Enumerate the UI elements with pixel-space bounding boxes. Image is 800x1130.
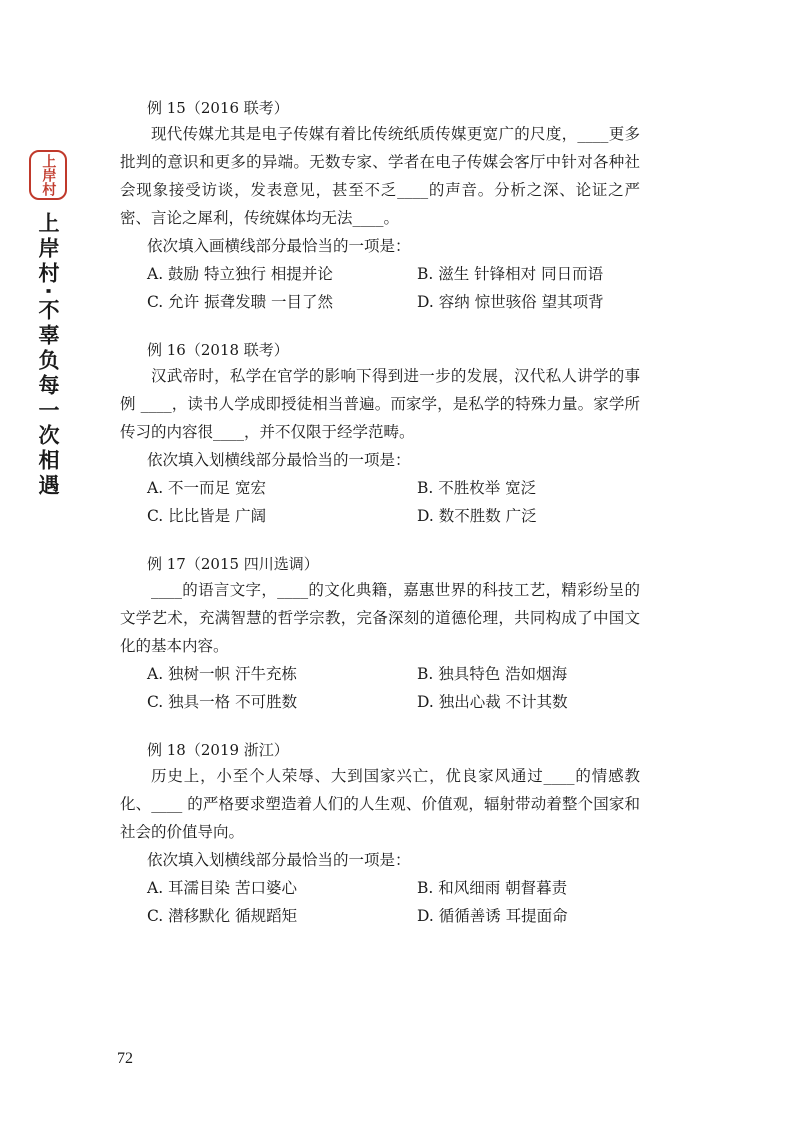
example-15	[120, 96, 640, 316]
example-18	[120, 738, 640, 930]
example-16	[120, 338, 640, 530]
example-question: 依次填入画横线部分最恰当的一项是：	[147, 237, 411, 255]
example-title: 例 15（2016 联考）	[147, 99, 289, 117]
example-title: 例 18（2019 浙江）	[147, 741, 289, 759]
options-grid	[147, 260, 640, 316]
example-text: 历史上，小至个人荣辱、大到国家兴亡，优良家风通过____的情感教化、____ 的严格要求塑造着人们的人生观、价值观，辐射带动着整个国家和社会的价值导向。	[120, 767, 640, 841]
seal-text: 上岸村	[40, 154, 57, 196]
example-text: 汉武帝时，私学在官学的影响下得到进一步的发展，汉代私人讲学的事例 ____，读书人学成即授徒相当普遍。而家学，是私学的特殊力量。家学所传习的内容很____，并不仅限于经学范畴。	[120, 367, 640, 441]
page-content	[120, 96, 640, 952]
example-text: 现代传媒尤其是电子传媒有着比传统纸质传媒更宽广的尺度，____更多批判的意识和更多的异端。无数专家、学者在电子传媒会客厅中针对各种社会现象接受访谈，发表意见，甚至不乏____的声音。分析之深、论证之严密、言论之犀利，传统媒体均无法____。	[120, 125, 640, 227]
example-title: 例 16（2018 联考）	[147, 341, 289, 359]
options-grid	[147, 874, 640, 930]
options-grid	[147, 474, 640, 530]
option-c: C. 比比皆是 广阔	[147, 507, 267, 525]
option-b: B. 独具特色 浩如烟海	[417, 665, 568, 683]
option-d: D. 独出心裁 不计其数	[417, 693, 568, 711]
example-text: ____的语言文字，____的文化典籍，嘉惠世界的科技工艺，精彩纷呈的文学艺术，充满智慧的哲学宗教，完备深刻的道德伦理，共同构成了中国文化的基本内容。	[120, 581, 640, 655]
option-a: A. 耳濡目染 苦口婆心	[147, 879, 297, 897]
option-a: A. 鼓励 特立独行 相提并论	[147, 265, 333, 283]
example-17	[120, 552, 640, 716]
brand-seal-logo	[29, 150, 67, 200]
option-c: C. 潜移默化 循规蹈矩	[147, 907, 298, 925]
option-c: C. 允许 振聋发聩 一目了然	[147, 293, 334, 311]
option-b: B. 不胜枚举 宽泛	[417, 479, 537, 497]
sidebar	[24, 150, 72, 499]
options-grid	[147, 660, 640, 716]
example-title: 例 17（2015 四川选调）	[147, 555, 319, 573]
vertical-slogan: 上岸村·不辜负每一次相遇	[36, 212, 60, 499]
page-number: 72	[117, 1050, 133, 1067]
option-b: B. 滋生 针锋相对 同日而语	[417, 265, 604, 283]
option-d: D. 数不胜数 广泛	[417, 507, 537, 525]
example-question: 依次填入划横线部分最恰当的一项是：	[147, 451, 411, 469]
option-a: A. 不一而足 宽宏	[147, 479, 266, 497]
example-question: 依次填入划横线部分最恰当的一项是：	[147, 851, 411, 869]
option-c: C. 独具一格 不可胜数	[147, 693, 298, 711]
option-d: D. 循循善诱 耳提面命	[417, 907, 568, 925]
option-a: A. 独树一帜 汗牛充栋	[147, 665, 297, 683]
option-d: D. 容纳 惊世骇俗 望其项背	[417, 293, 604, 311]
option-b: B. 和风细雨 朝督暮责	[417, 879, 568, 897]
